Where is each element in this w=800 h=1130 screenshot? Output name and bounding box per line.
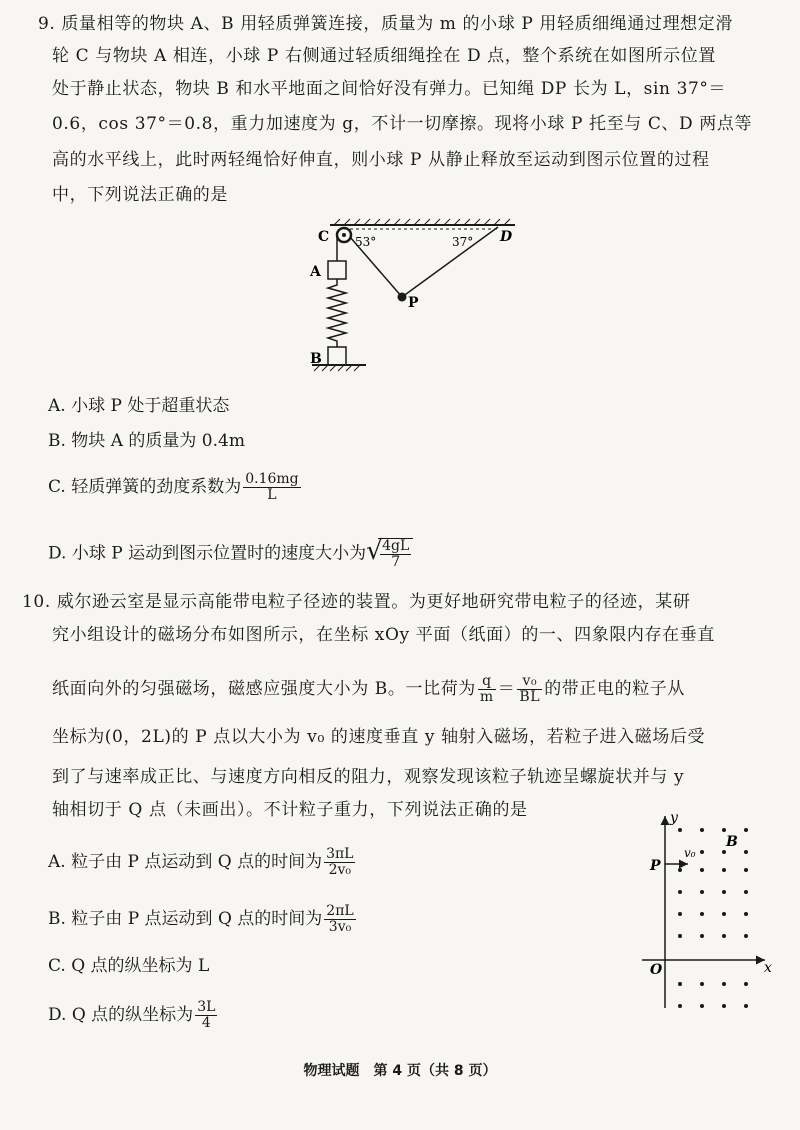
q9-option-d-fraction: [380, 539, 411, 570]
q9-option-c-text: C. 轻质弹簧的劲度系数为: [48, 477, 242, 497]
q9-line-1: 9. 质量相等的物块 A、B 用轻质弹簧连接，质量为 m 的小球 P 用轻质细绳通过理想定滑: [38, 14, 733, 34]
q10-option-b: [48, 904, 358, 935]
q9-option-d-numerator: 4gL: [382, 538, 410, 554]
q9-line-3: 处于静止状态，物块 B 和水平地面之间恰好没有弹力。已知绳 DP 长为 L，sin 37°＝: [52, 79, 727, 99]
q9-option-c-denominator: L: [267, 487, 277, 503]
angle-c-label: 53°: [355, 235, 377, 249]
block-a: [328, 261, 346, 279]
q10-option-b-numerator: 2πL: [326, 903, 354, 919]
q10-ratio-value: [517, 674, 542, 705]
q9-pulley-figure: [300, 215, 530, 385]
q10-line-5: 到了与速率成正比、与速度方向相反的阻力，观察发现该粒子轨迹呈螺旋状并与 y: [52, 767, 685, 787]
label-y-axis: y: [670, 810, 678, 826]
q9-option-c-fraction: [243, 472, 300, 503]
q10-line-3-suffix: 的带正电的粒子从: [544, 679, 686, 699]
q10-option-a-fraction: [324, 847, 355, 878]
q10-option-d-denominator: 4: [201, 1015, 211, 1031]
rope-dp: [402, 227, 498, 297]
label-v0: v₀: [684, 846, 696, 860]
q10-magnetic-field-figure: [640, 808, 790, 1018]
q10-line-1: 10. 威尔逊云室是显示高能带电粒子径迹的装置。为更好地研究带电粒子的径迹，某研: [22, 592, 691, 612]
q9-option-c: [48, 472, 303, 503]
q10-line-3: [52, 674, 685, 705]
q10-line-6: 轴相切于 Q 点（未画出）。不计粒子重力，下列说法正确的是: [52, 800, 528, 820]
q10-line-3-text: 纸面向外的匀强磁场，磁感应强度大小为 B。一比荷为: [52, 679, 476, 699]
q10-option-d-fraction: [195, 1000, 217, 1031]
q9-line-2: 轮 C 与物块 A 相连，小球 P 右侧通过轻质细绳拴在 D 点，整个系统在如图所示位置: [52, 46, 716, 66]
angle-d-label: 37°: [452, 235, 474, 249]
q10-line-4: 坐标为(0，2L)的 P 点以大小为 v₀ 的速度垂直 y 轴射入磁场，若粒子进入磁场后受: [52, 727, 706, 747]
label-p: P: [408, 295, 419, 311]
label-origin: O: [650, 962, 663, 978]
q9-option-b: B. 物块 A 的质量为 0.4m: [48, 431, 245, 451]
q10-option-a-text: A. 粒子由 P 点运动到 Q 点的时间为: [48, 852, 323, 872]
q9-option-d-sqrt: [366, 538, 413, 570]
label-p: P: [650, 858, 661, 874]
label-c: C: [318, 229, 330, 245]
label-b: B: [310, 351, 322, 367]
ball-p: [398, 293, 407, 302]
q10-option-b-denominator: 3v₀: [328, 919, 352, 935]
q10-option-d-text: D. Q 点的纵坐标为: [48, 1005, 194, 1025]
q10-option-d-numerator: 3L: [197, 999, 216, 1015]
q10-option-a: [48, 847, 357, 878]
block-b: [328, 347, 346, 365]
label-a: A: [310, 264, 321, 280]
q10-ratio-value-num: v₀: [517, 674, 542, 690]
q10-ratio-value-den: BL: [519, 689, 541, 705]
sqrt-radical-icon: √: [366, 536, 383, 566]
label-d: D: [500, 229, 513, 245]
label-b-field: B: [726, 834, 738, 850]
q9-option-a: A. 小球 P 处于超重状态: [48, 396, 230, 416]
q9-line-4: 0.6，cos 37°＝0.8，重力加速度为 g，不计一切摩擦。现将小球 P 托至与 C、D 两点等: [52, 114, 753, 134]
q9-line-6: 中，下列说法正确的是: [52, 185, 228, 205]
q10-line-2: 究小组设计的磁场分布如图所示，在坐标 xOy 平面（纸面）的一、四象限内存在垂直: [52, 625, 715, 645]
q10-charge-ratio-num: q: [478, 674, 496, 690]
page-footer: 物理试题 第 4 页（共 8 页）: [303, 1063, 497, 1079]
q9-option-d-denominator: 7: [391, 554, 401, 570]
q9-option-d: [48, 538, 413, 570]
q10-option-a-numerator: 3πL: [326, 846, 354, 862]
label-x-axis: x: [764, 960, 772, 976]
q10-charge-ratio-den: m: [479, 689, 494, 705]
q10-option-b-fraction: [324, 904, 355, 935]
q10-option-b-text: B. 粒子由 P 点运动到 Q 点的时间为: [48, 909, 323, 929]
q10-option-d: [48, 1000, 219, 1031]
q9-line-5: 高的水平线上，此时两轻绳恰好伸直，则小球 P 从静止释放至运动到图示位置的过程: [52, 150, 710, 170]
q10-charge-ratio: [478, 674, 496, 705]
spring: [328, 279, 346, 347]
q10-option-a-denominator: 2v₀: [328, 862, 351, 878]
q9-option-d-text: D. 小球 P 运动到图示位置时的速度大小为: [48, 543, 367, 564]
q10-equals: ＝: [497, 679, 516, 699]
q10-option-c: C. Q 点的纵坐标为 L: [48, 956, 210, 976]
q9-option-c-numerator: 0.16mg: [245, 471, 299, 487]
